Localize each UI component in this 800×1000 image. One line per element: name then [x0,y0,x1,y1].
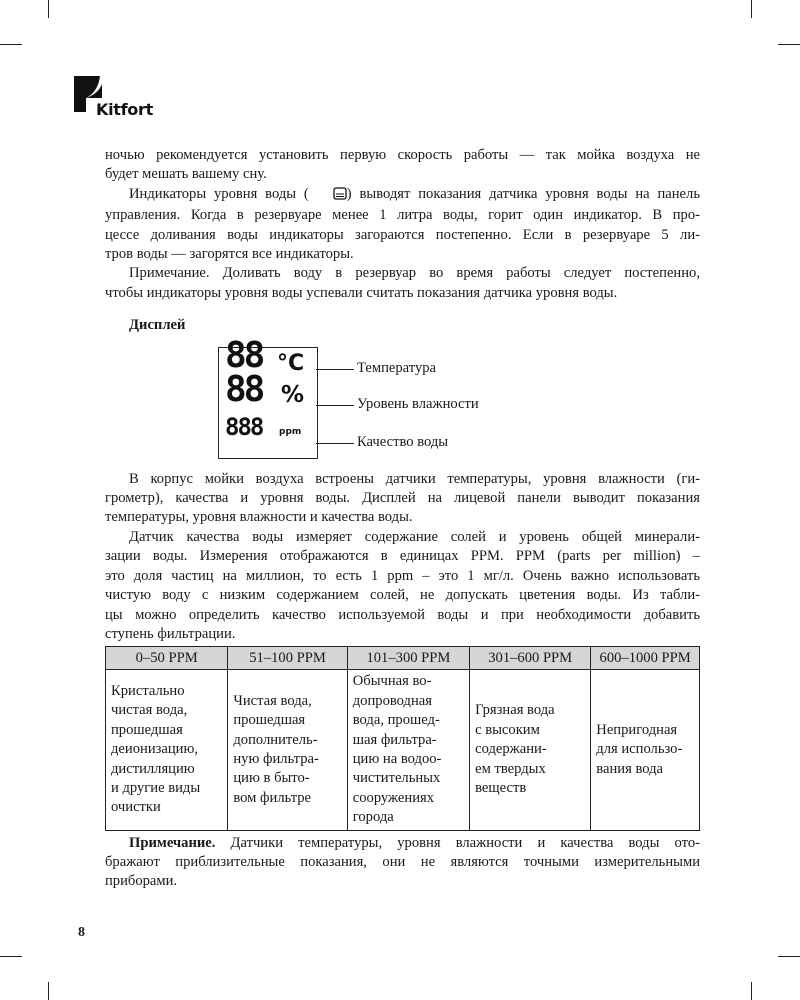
table-cell-line: для использо- [596,741,683,758]
table-cell-line: Грязная вода [475,702,555,719]
table-cell-line: прошедшая [111,721,183,738]
text-line: тров воды — загорятся все индикаторы. [105,246,354,263]
callout-water-quality: Качество воды [357,433,449,450]
text-line: будет мешать вашему сну. [105,166,267,183]
callout-line [316,405,354,406]
table-cell-line: цию в быто- [233,770,310,787]
table-header-row [106,647,700,670]
table-cell-line: Чистая вода, [233,692,312,709]
text-line: управления. Когда в резервуаре менее 1 литра воды, горит один индикатор. В про- [105,207,700,224]
page-content [105,146,700,892]
table-cell-line: вода, прошед- [352,712,440,729]
text-line: Примечание. Доливать воду в резервуар во время работы следует постепенно, [129,265,700,282]
page-number: 8 [78,925,85,940]
table-cell [591,670,700,830]
table-cell-line: цию на водоо- [352,750,442,767]
text-line: цы можно определить качество используемой воды и при необходимости добавить [105,606,700,623]
table-header-cell: 51–100 PPM [228,647,347,670]
kitfort-logo [72,74,172,124]
table-cell-line: содержани- [475,741,547,758]
text-line: температуры, уровня влажности и качества воды. [105,509,413,526]
table-header-cell: 0–50 PPM [106,647,228,670]
text-line: это доля частиц на миллион, то есть 1 ppm – это 1 мг/л. Очень важно использовать [105,567,700,584]
table-cell [228,670,347,830]
table-cell [470,670,591,830]
table-cell-line: вания вода [596,760,664,777]
text-fragment: ) выводят показания датчика уровня воды на панель [346,185,700,202]
callout-line [316,443,354,444]
text-fragment: Датчики температуры, уровня влажности и качества воды ото- [215,834,700,851]
table-cell-line: прошедшая [233,712,306,729]
table-cell-line: Непригодная [596,721,678,738]
text-line [105,834,700,853]
temperature-digits: 88 [225,334,263,376]
humidity-digits: 88 [225,368,263,410]
crop-mark [48,0,49,18]
text-line: ночью рекомендуется установить первую скорость работы — так мойка воздуха не [105,147,700,163]
temperature-unit: °C [277,350,305,376]
table-cell-line: ную фильтра- [233,750,319,767]
table-cell-line: чистительных [352,770,441,787]
table-header-cell: 301–600 PPM [470,647,591,670]
table-cell-line: с высоким [475,721,540,738]
crop-mark [778,44,800,45]
table-header-cell: 600–1000 PPM [591,647,700,670]
table-cell-line: Кристально [111,683,185,700]
table-cell-line: шая фильтра- [352,731,437,748]
crop-mark [751,0,752,18]
table-cell-line: допроводная [352,692,432,709]
callout-humidity: Уровень влажности [357,395,479,412]
table-cell-line: чистая вода, [111,702,188,719]
text-line [105,185,700,206]
humidity-unit: % [281,381,305,408]
table-cell-line: дополнитель- [233,731,318,748]
text-line: чтобы индикаторы уровня воды успевали считать показания датчика уровня воды. [105,284,618,301]
table-cell-line: деионизацию, [111,741,199,758]
table-cell-line: веществ [475,780,527,797]
table-cell-line: очистки [111,799,161,816]
table-cell [106,670,228,830]
table-cell-line: и другие виды [111,780,201,797]
crop-mark [778,956,800,957]
ppm-table [105,646,700,830]
text-line: В корпус мойки воздуха встроены датчики температуры, уровня влажности (ги- [129,470,700,487]
table-cell [347,670,469,830]
crop-mark [0,956,22,957]
table-row [106,670,700,830]
table-cell-line: вом фильтре [233,789,312,806]
text-line: приборами. [105,873,178,890]
text-line: цессе доливания воды индикаторы загораются постепенно. Если в резервуаре 5 ли- [105,226,700,243]
text-line: грометр), качества и уровня воды. Дисплей на лицевой панели выводит показания [105,490,700,507]
display-diagram [105,334,700,458]
callout-line [316,369,354,370]
text-line: зации воды. Измерения отображаются в единицах PPM. PPM (parts per million) – [105,548,700,565]
text-line: ступень фильтрации. [105,625,236,642]
table-cell-line: города [352,809,394,826]
logo-text: Kitfort [96,100,153,119]
table-header-cell: 101–300 PPM [347,647,469,670]
crop-mark [48,982,49,1000]
water-quality-unit: ppm [279,426,302,437]
note-label: Примечание. [129,834,216,851]
table-cell-line: ем твердых [475,760,546,777]
table-cell-line: дистилляцию [111,760,195,777]
text-fragment: Индикаторы уровня воды ( [129,185,309,202]
text-line: Датчик качества воды измеряет содержание солей и уровень общей минерали- [129,528,700,545]
text-line: чистую воду с низким содержанием солей, не допускать цветения воды. Из табли- [105,587,700,604]
section-heading: Дисплей [129,317,186,334]
water-quality-digits: 888 [225,412,263,441]
table-cell-line: сооружениях [352,789,435,806]
water-level-icon [309,187,347,206]
table-cell-line: Обычная во- [352,673,432,690]
crop-mark [751,982,752,1000]
display-panel [218,334,318,459]
callout-temperature: Температура [357,359,437,376]
crop-mark [0,44,22,45]
text-line: бражают приблизительные показания, они не являются точными измерительными [105,853,700,870]
